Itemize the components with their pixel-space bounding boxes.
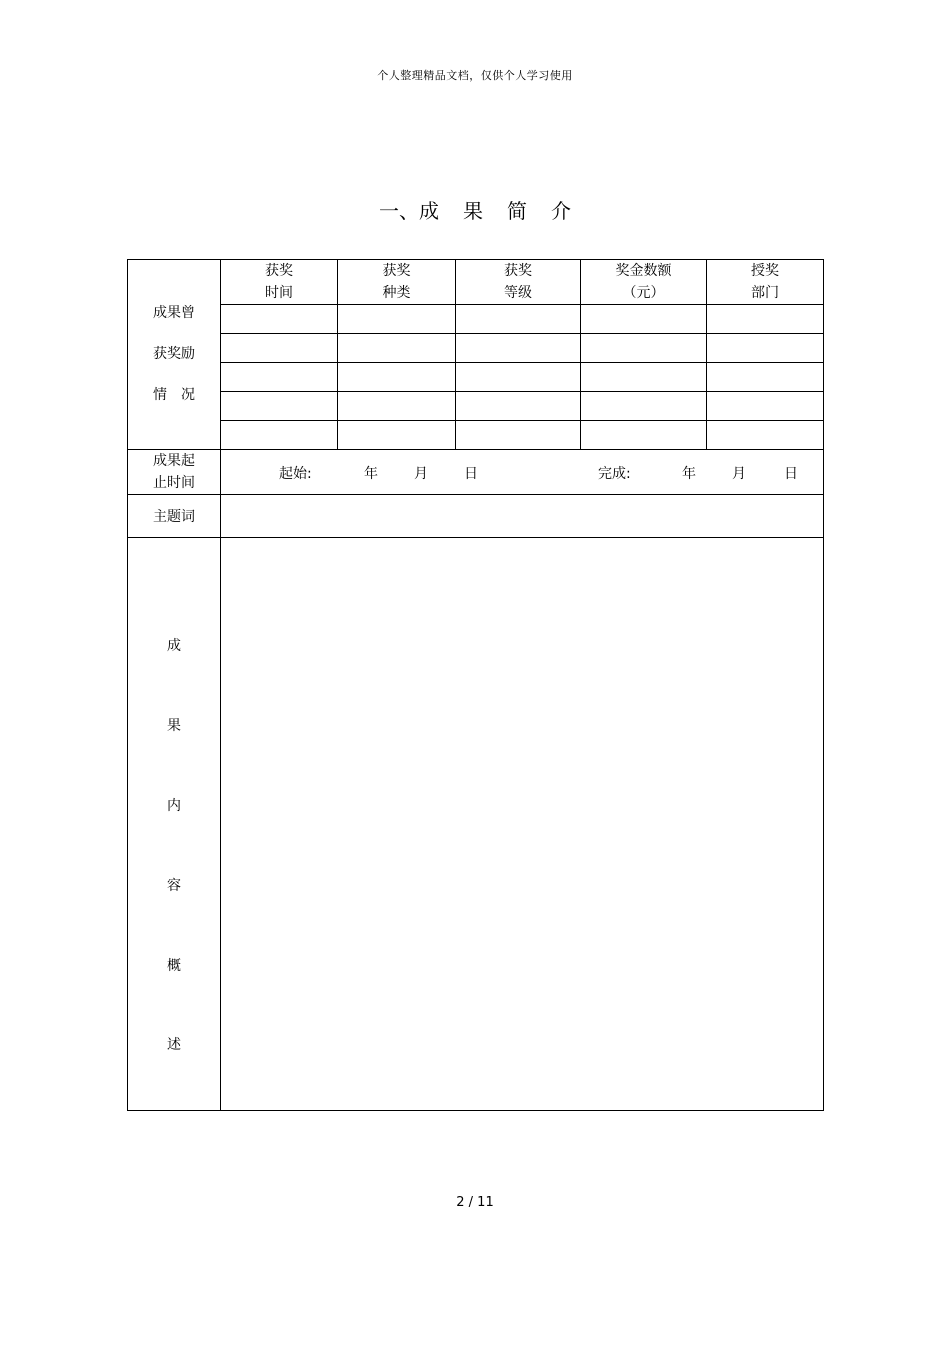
keywords-field[interactable]	[221, 495, 824, 538]
title-part: 介	[551, 199, 571, 223]
award-cell[interactable]	[707, 305, 824, 334]
period-label: 成果起 止时间	[128, 450, 221, 495]
content-label-char: 容	[167, 878, 181, 894]
keywords-label: 主题词	[128, 495, 221, 538]
content-label-char: 述	[167, 1037, 181, 1053]
period-row	[128, 450, 824, 495]
award-cell[interactable]	[338, 363, 456, 392]
award-row	[128, 363, 824, 392]
col-header-prize-amount: 奖金数额 （元）	[581, 260, 707, 305]
award-cell[interactable]	[456, 363, 581, 392]
period-field[interactable]	[221, 450, 824, 495]
col-header-award-level: 获奖 等级	[456, 260, 581, 305]
start-day-unit: 日	[464, 466, 478, 482]
award-label-line: 获奖励	[153, 346, 195, 362]
title-part: 一、成	[379, 199, 439, 223]
award-cell[interactable]	[456, 334, 581, 363]
award-cell[interactable]	[221, 363, 338, 392]
award-cell[interactable]	[707, 363, 824, 392]
col-header-awarding-dept: 授奖 部门	[707, 260, 824, 305]
award-cell[interactable]	[338, 392, 456, 421]
achievement-form-table	[127, 259, 824, 1111]
award-cell[interactable]	[581, 334, 707, 363]
content-label-char: 果	[167, 718, 181, 734]
award-cell[interactable]	[581, 305, 707, 334]
award-row	[128, 305, 824, 334]
award-cell[interactable]	[581, 392, 707, 421]
award-row	[128, 334, 824, 363]
award-cell[interactable]	[707, 334, 824, 363]
award-cell[interactable]	[581, 421, 707, 450]
content-label-char: 内	[167, 798, 181, 814]
award-cell[interactable]	[456, 305, 581, 334]
award-cell[interactable]	[707, 392, 824, 421]
end-year-unit: 年	[682, 466, 696, 482]
content-row	[128, 538, 824, 1111]
award-cell[interactable]	[456, 392, 581, 421]
award-cell[interactable]	[221, 392, 338, 421]
award-label-line: 成果曾	[153, 305, 195, 321]
keywords-row	[128, 495, 824, 538]
award-row	[128, 392, 824, 421]
award-cell[interactable]	[338, 334, 456, 363]
award-cell[interactable]	[581, 363, 707, 392]
award-cell[interactable]	[338, 305, 456, 334]
title-part: 果	[463, 199, 483, 223]
award-cell[interactable]	[707, 421, 824, 450]
page-title	[0, 195, 950, 224]
end-day-unit: 日	[784, 466, 798, 482]
col-header-award-time: 获奖 时间	[221, 260, 338, 305]
award-cell[interactable]	[221, 305, 338, 334]
page-number: 2 / 11	[456, 1195, 494, 1210]
header-note: 个人整理精品文档，仅供个人学习使用	[377, 69, 573, 82]
award-header-row	[128, 260, 824, 305]
award-cell[interactable]	[221, 334, 338, 363]
content-summary-label	[128, 538, 221, 1111]
start-label: 起始:	[279, 466, 312, 482]
start-month-unit: 月	[414, 466, 428, 482]
end-label: 完成:	[598, 466, 631, 482]
end-month-unit: 月	[732, 466, 746, 482]
content-summary-field[interactable]	[221, 538, 824, 1111]
col-header-award-type: 获奖 种类	[338, 260, 456, 305]
award-row-label	[128, 260, 221, 450]
content-label-char: 成	[167, 638, 181, 654]
title-part: 简	[507, 199, 527, 223]
start-year-unit: 年	[364, 466, 378, 482]
award-label-line: 情 况	[153, 387, 195, 403]
award-cell[interactable]	[456, 421, 581, 450]
award-cell[interactable]	[338, 421, 456, 450]
content-label-char: 概	[167, 958, 181, 974]
award-row	[128, 421, 824, 450]
award-cell[interactable]	[221, 421, 338, 450]
